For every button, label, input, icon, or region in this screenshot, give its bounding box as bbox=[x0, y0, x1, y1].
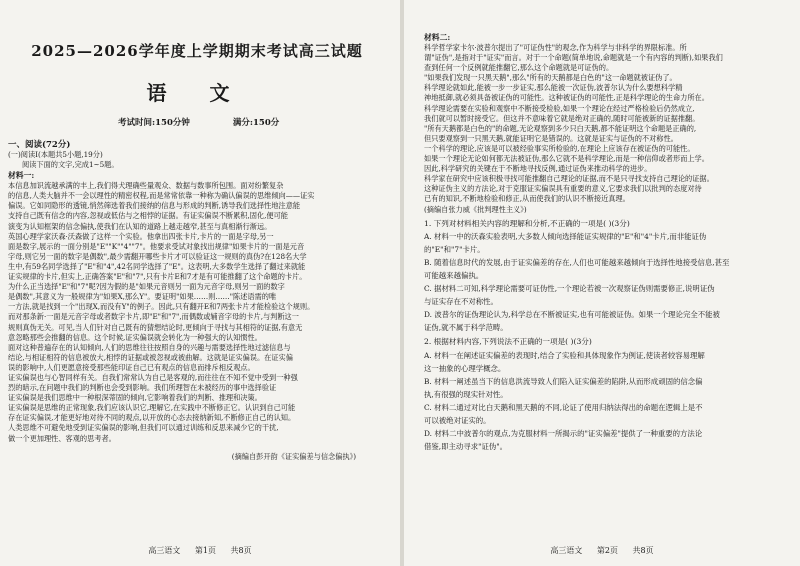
question-1: 1. 下列对材料相关内容的理解和分析,不正确的一项是( )(3分) bbox=[424, 218, 630, 228]
text-line: 因此,科学研究的关键在于不断地寻找反例,通过证伪来推动科学的进步。 bbox=[424, 164, 652, 174]
section-heading: 一、阅读(72分) bbox=[8, 140, 71, 150]
text-line: 证实偏误是我们思维中一种根深蒂固的倾向,它影响着我们的判断、推理和决策。 bbox=[8, 393, 262, 403]
text-line: 结论,与相证相符的信息被放大,相悖的证据或被忽视或被曲解。这就是证实偏误。在证实偏 bbox=[8, 352, 293, 362]
text-line: 做一个更加理性、客观的思考者。 bbox=[8, 433, 116, 443]
text-line: 神地抵御,就必须具备被证伪的可能性。这种被证伪的可能性,正是科学理论的生命力所在。 bbox=[424, 93, 709, 103]
material-two-label: 材料二: bbox=[424, 33, 451, 42]
footer-page: 第2页 bbox=[596, 546, 618, 555]
footer-subject: 高三语文 bbox=[148, 546, 181, 555]
material-two-text bbox=[424, 43, 788, 215]
footer-subject: 高三语文 bbox=[550, 546, 583, 555]
question-2-options bbox=[424, 350, 788, 452]
text-line: 已有的知识,不断地检验和修正,从而使我们的认识不断接近真理。 bbox=[424, 194, 630, 204]
footer-total: 共8页 bbox=[230, 546, 252, 555]
text-line: 本信息加识流越承满的丰上,我们得犬理确些量观众、数据与数事所包围。面对纷繁复杂 bbox=[8, 181, 284, 191]
text-line: 字母,则它另一面的数字是偶数",最少需翻开哪些卡片才可以验证这一规则的真伪?在128名大学 bbox=[8, 251, 307, 261]
right-page bbox=[404, 0, 800, 566]
text-line: 规则真伪无关。可见,当人们针对自己既有的猜想结论时,更倾向于寻找与其相符的证据,有意无 bbox=[8, 322, 303, 332]
option-line: 这一抽象的心理学概念。 bbox=[424, 363, 506, 373]
text-line: 是偶数",其意义为一般规律为"如果X,那么Y"。要证明"如果……则……"陈述语需的唯 bbox=[8, 292, 277, 302]
text-line: "所有天鹅都是白色的"的命题,无论观察到多少只白天鹅,都不能证明这个命题是正确的, bbox=[424, 123, 697, 133]
text-line: 证实规律的卡片,但实上,正确答案"E"和"7",只有卡片E和7才是有可能推翻了这个命题的卡片。 bbox=[8, 272, 307, 282]
exam-meta bbox=[118, 116, 386, 128]
text-line: 偏误。它如同隐形的透镜,悄然筛选着我们接纳的信息与形成的判断,诱导我们选择性地注意能 bbox=[8, 201, 301, 211]
question-1-options bbox=[424, 231, 788, 333]
text-line: 如果一个理论无论如何都无法被证伪,那么它就不是科学理论,而是一种信仰或者形而上学。 bbox=[424, 154, 709, 164]
text-line: 面是数字,展示的一面分别是"E""K""4""7"。他要求受试对象找出规律"如果卡片的一面是元音 bbox=[8, 241, 305, 251]
text-line: "如果我们发现一只黑天鹅",那么"所有的天鹅都是白色的"这一命题就被证伪了。 bbox=[424, 73, 677, 83]
subsection-heading: (一)阅读Ⅰ(本题共5小题,19分) bbox=[8, 150, 103, 159]
material-one-text bbox=[8, 181, 386, 443]
text-line: 查到任何一个反例就能推翻它,那么这个命题就是可证伪的。 bbox=[424, 63, 614, 73]
text-line: 的信息,人类大脑并不一会以理性的精密权程,而是常常依靠一种称为确认偏误的思维倾向——证实 bbox=[8, 191, 315, 201]
subject-title: 语 文 bbox=[146, 81, 248, 105]
text-line: 存在证实偏误,才能更好地对待不同的观点,以开放的心态去接纳新知,不断修正自己的认知。 bbox=[8, 413, 296, 423]
text-line: 这种证伪主义的方法论,对于克服证实偏误具有重要的意义,它要求我们以批判的态度对待 bbox=[424, 184, 702, 194]
text-line: 人类思维不可避免地受到证实偏误的影响,但我们可以通过训练和反思来减少它的干扰, bbox=[8, 423, 279, 433]
option-line: 可以被绝对证实的。 bbox=[424, 415, 491, 425]
material-one-source: (摘编自彭开韵《证实偏差与信念偏执》) bbox=[231, 451, 356, 461]
text-line: 演变为认知框架的信念偏执,使我们在认知的道路上越走越窄,甚至与真相渐行渐远。 bbox=[8, 221, 272, 231]
footer-total: 共8页 bbox=[632, 546, 654, 555]
text-line: 英国心理学家沃森·沃森做了这样一个实验。他拿出四张卡片,卡片的一面是字母,另一 bbox=[8, 231, 274, 241]
text-line: 支持自己既有信念的内容,忽视或低估与之相悖的证据。有证实偏误不断累积,固化,便可能 bbox=[8, 211, 288, 221]
text-line: 科学哲学家卡尔·波普尔提出了"可证伪性"的观念,作为科学与非科学的界限标准。所 bbox=[424, 43, 687, 52]
option-line: B. 随着信息时代的发展,由于证实偏差的存在,人们也可能越来越倾向于选择性地接受信息,甚至 bbox=[424, 258, 730, 268]
exam-time: 考试时间:150分钟 bbox=[118, 118, 190, 128]
option-line: 执,有很强的现实针对性。 bbox=[424, 389, 508, 399]
option-line: C. 据材料二可知,科学理论需要可证伪性,一个理论若被一次观察证伪则需要修正,说明证伪 bbox=[424, 284, 715, 294]
text-line: 生中,有59名同学选择了"E"和"4",42名同学选择了"E"。这表明,大多数学生选择了翻过来就能 bbox=[8, 261, 306, 271]
text-line: 科学家在研究中应该积极寻找可能推翻自己理论的证据,而不是只寻找支持自己理论的证据。 bbox=[424, 174, 714, 184]
text-line: (摘编自张力威《批判理性主义》) bbox=[424, 204, 527, 214]
text-line: 证实偏误是思维的正常现象,我们应该认识它,理解它,在实践中不断修正它。认识到自己可能 bbox=[8, 403, 296, 413]
text-line: 误的影响中,人们更愿意接受那些能印证自己已有观点的信息而排斥相反观点。 bbox=[8, 362, 255, 372]
left-page-footer bbox=[0, 545, 400, 556]
text-line: 一个科学的理论,应该是可以被经验事实所检验的,在理论上应该存在被证伪的可能性。 bbox=[424, 143, 695, 153]
exam-score: 满分:150分 bbox=[232, 118, 280, 128]
option-line: B. 材料一阐述虽当下的信息洪流导致人们陷入证实偏差的陷阱,从而形成顽固的信念偏 bbox=[424, 376, 703, 386]
text-line: 意忽略那些会推翻的信息。这个时候,证实偏误就会转化为一种强大的认知惯性。 bbox=[8, 332, 262, 342]
option-line: A. 材料一中的沃森实验表明,大多数人倾向选择能证实规律的"E"和"4"卡片,而非能证伪 bbox=[424, 232, 707, 242]
text-line: 而对那条新·一面是元音字母或者数字卡片,即"E"和"7",而偶数或辅音字母的卡片,与判断这一 bbox=[8, 312, 299, 322]
option-line: 与证实存在不对称性。 bbox=[424, 297, 498, 307]
reading-instruction: 阅读下面的文字,完成1~5题。 bbox=[22, 160, 119, 170]
right-page-footer bbox=[404, 545, 800, 556]
text-line: 为什么正当选择"E"和"7"呢?因为假的是"如果元音则另一面为元音字母,则另一面的数字 bbox=[8, 282, 285, 292]
option-line: 可能越来越偏执。 bbox=[424, 271, 484, 281]
text-line: 一方法,就是找到一个"出现X,而没有Y"的例子。因此,只有翻开E和7两张卡片才能检验这个规则。 bbox=[8, 302, 315, 312]
text-line: 科学理论就如此,能被一步一步证实,那么能被一次证伪,波普尔认为什么要想科学精 bbox=[424, 83, 683, 93]
text-line: 但只要观察到一只黑天鹅,就能证明它是错误的。这就是证实与证伪的不对称性。 bbox=[424, 133, 678, 143]
text-line: 谓"证伪",是指对于"证实"而言。对于一个命题(简单地说,命题就是一个有内容的判断),如果我们 bbox=[424, 53, 723, 63]
option-line: 的"E"和"7"卡片。 bbox=[424, 245, 485, 255]
option-line: D. 波普尔的证伪理论认为,科学总在不断被证实,也有可能被证伪。如果一个理论完全不能被 bbox=[424, 310, 720, 320]
footer-page: 第1页 bbox=[194, 546, 216, 555]
question-2: 2. 根据材料内容,下列说法不正确的一项是( )(3分) bbox=[424, 337, 592, 347]
text-line: 烈的暗示,在问题中我们的判断也会受到影响。我们所理智在未被经历的事中选择验证 bbox=[8, 383, 277, 393]
option-line: A. 材料一在阐述证实偏差的表现时,结合了实验和具体现象作为例证,使读者较容易理解 bbox=[424, 350, 705, 360]
exam-title: 2025—2026学年度上学期期末考试高三试题 bbox=[31, 42, 363, 60]
option-line: 证伪,就不属于科学范畴。 bbox=[424, 323, 508, 333]
option-line: C. 材料二通过对比白天鹅和黑天鹅的不同,论证了使用归纳法得出的命题在逻辑上是不 bbox=[424, 402, 703, 412]
text-line: 科学理论需要在实验和观察中不断接受检验,如果一个理论在经过严格检验后仍然成立, bbox=[424, 103, 695, 113]
text-line: 面对这种普遍存在的认知倾向,人们的思维往往按照自身的兴趣与需要选择性地过滤信息与 bbox=[8, 342, 291, 352]
text-line: 证实偏误也与心智同样有关。自我们常常认为自己是客观的,而往往在不知不觉中受到一种强 bbox=[8, 372, 298, 382]
option-line: D. 材料二中波普尔的观点,为克服材料一所揭示的"证实偏差"提供了一种重要的方法论 bbox=[424, 428, 703, 438]
material-one-label: 材料一: bbox=[8, 171, 35, 181]
option-line: 借鉴,即主动寻求"证伪"。 bbox=[424, 441, 508, 451]
text-line: 我们就可以暂时接受它。但这并不意味着它就是绝对正确的,随时可能被新的证据推翻。 bbox=[424, 113, 700, 123]
